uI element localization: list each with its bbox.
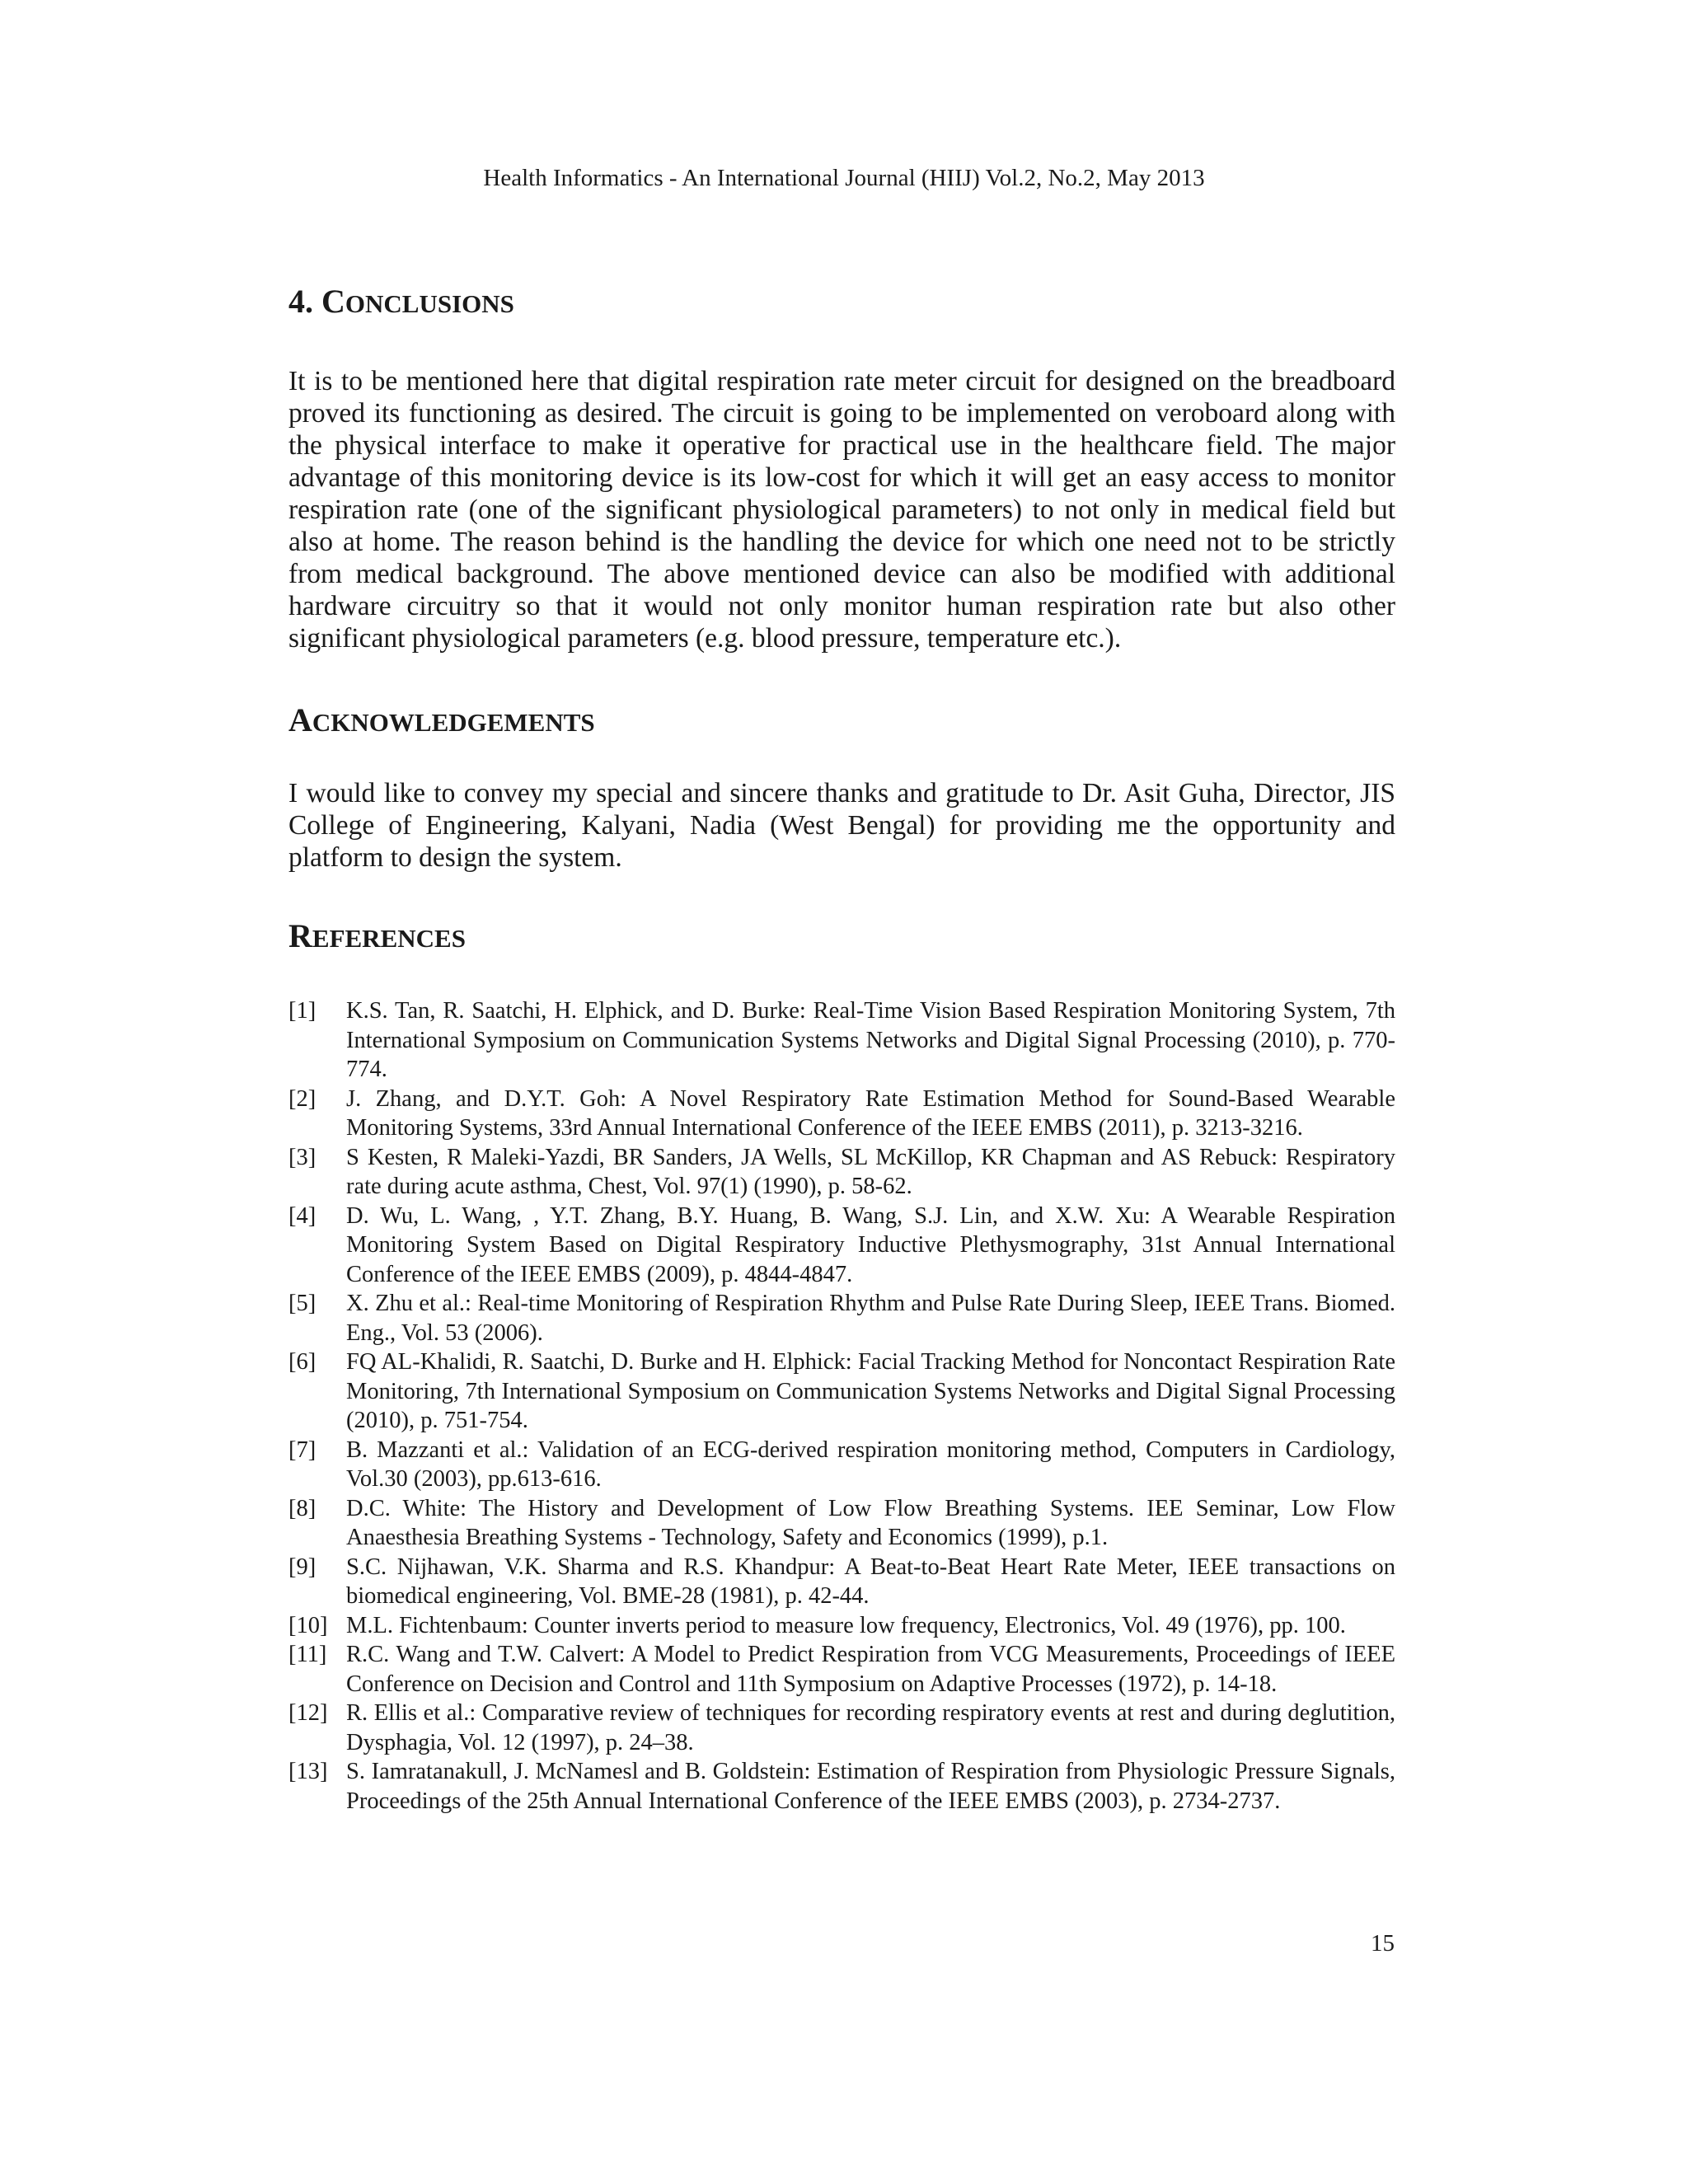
reference-item (288, 1436, 1395, 1494)
acknowledgements-heading-rest: CKNOWLEDGEMENTS (312, 708, 595, 737)
reference-number: [13] (288, 1759, 328, 1784)
references-heading-rest: EFERENCES (312, 924, 466, 953)
reference-item (288, 1611, 1395, 1641)
reference-text: D.C. White: The History and Development of Low Flow Breathing Systems. IEE Seminar, Low Flow Anaesthesia Breathing Systems - Technology, Safety and Economics (1999), p.1. (346, 1495, 1395, 1550)
reference-item (288, 1757, 1395, 1816)
conclusions-heading (288, 280, 1395, 326)
reference-item (288, 1289, 1395, 1347)
reference-text: R.C. Wang and T.W. Calvert: A Model to Predict Respiration from VCG Measurements, Proceedings of IEEE Conference on Decision and Control and 11th Symposium on Adaptive Processes (1972), p. 14-18. (346, 1642, 1395, 1697)
reference-item (288, 1202, 1395, 1290)
reference-text: X. Zhu et al.: Real-time Monitoring of Respiration Rhythm and Pulse Rate During Sleep, IEEE Trans. Biomed. Eng., Vol. 53 (2006). (346, 1291, 1395, 1346)
reference-item (288, 1494, 1395, 1553)
reference-number: [7] (288, 1436, 316, 1463)
reference-number: [6] (288, 1349, 316, 1375)
acknowledgements-heading-lead: A (288, 701, 312, 738)
reference-text: D. Wu, L. Wang, , Y.T. Zhang, B.Y. Huang, B. Wang, S.J. Lin, and X.W. Xu: A Wearable Respiration Monitoring System Based on Digital Respiratory Inductive Plethysmography, 31st Annual International Conference of the IEEE EMBS (2009), p. 4844-4847. (346, 1202, 1395, 1287)
reference-text: R. Ellis et al.: Comparative review of techniques for recording respiratory events at rest and during deglutition, Dysphagia, Vol. 12 (1997), p. 24–38. (346, 1700, 1395, 1755)
reference-number: [9] (288, 1554, 316, 1580)
references-heading (288, 915, 1395, 960)
reference-item (288, 1553, 1395, 1611)
reference-number: [11] (288, 1642, 327, 1667)
reference-number: [3] (288, 1144, 316, 1170)
reference-list (288, 996, 1395, 1816)
reference-number: [12] (288, 1700, 328, 1726)
references-heading-lead: R (288, 917, 312, 954)
reference-number: [1] (288, 998, 316, 1024)
conclusions-heading-rest: ONCLUSIONS (345, 289, 514, 318)
acknowledgements-heading (288, 699, 1395, 744)
reference-item (288, 996, 1395, 1085)
reference-number: [2] (288, 1085, 316, 1112)
reference-item (288, 1143, 1395, 1202)
running-header: Health Informatics - An International Journal (HIIJ) Vol.2, No.2, May 2013 (483, 165, 1205, 191)
reference-item (288, 1347, 1395, 1436)
reference-number: [8] (288, 1495, 316, 1521)
reference-number: [5] (288, 1291, 316, 1316)
reference-number: [10] (288, 1612, 328, 1638)
reference-text: K.S. Tan, R. Saatchi, H. Elphick, and D. Burke: Real-Time Vision Based Respiration Monitoring System, 7th International Symposium on Communication Systems Networks and Digital Signal Processing (2010), p. 770-774. (346, 998, 1395, 1082)
page-number: 15 (1371, 1930, 1395, 1957)
reference-text: S. Iamratanakull, J. McNamesl and B. Goldstein: Estimation of Respiration from Physiologic Pressure Signals, Proceedings of the 25th Annual International Conference of the IEEE EMBS (2003), p. 2734-2737. (346, 1759, 1395, 1814)
reference-item (288, 1640, 1395, 1699)
reference-text: S.C. Nijhawan, V.K. Sharma and R.S. Khandpur: A Beat-to-Beat Heart Rate Meter, IEEE transactions on biomedical engineering, Vol. BME-28 (1981), p. 42-44. (346, 1554, 1395, 1609)
acknowledgements-paragraph: I would like to convey my special and sincere thanks and gratitude to Dr. Asit Guha, Director, JIS College of Engineering, Kalyani, Nadia (West Bengal) for providing me the opportunity and platform to design the system. (288, 778, 1395, 873)
page-content (288, 280, 1395, 1816)
reference-number: [4] (288, 1202, 316, 1229)
conclusions-paragraph: It is to be mentioned here that digital respiration rate meter circuit for designed on the breadboard proved its functioning as desired. The circuit is going to be implemented on veroboard along with the physical interface to make it operative for practical use in the healthcare field. The major advantage of this monitoring device is its low-cost for which it will get an easy access to monitor respiration rate (one of the significant physiological parameters) to not only in medical field but also at home. The reason behind is the handling the device for which one need not to be strictly from medical background. The above mentioned device can also be modified with additional hardware circuitry so that it would not only monitor human respiration rate but also other significant physiological parameters (e.g. blood pressure, temperature etc.). (288, 366, 1395, 654)
reference-item (288, 1085, 1395, 1143)
reference-text: S Kesten, R Maleki-Yazdi, BR Sanders, JA Wells, SL McKillop, KR Chapman and AS Rebuck: Respiratory rate during acute asthma, Chest, Vol. 97(1) (1990), p. 58-62. (346, 1144, 1395, 1199)
reference-text: FQ AL-Khalidi, R. Saatchi, D. Burke and H. Elphick: Facial Tracking Method for Noncontact Respiration Rate Monitoring, 7th International Symposium on Communication Systems Networks and Digital Signal Processing (2010), p. 751-754. (346, 1349, 1395, 1433)
reference-text: M.L. Fichtenbaum: Counter inverts period to measure low frequency, Electronics, Vol. 49 (1976), pp. 100. (346, 1612, 1346, 1638)
reference-item (288, 1699, 1395, 1757)
conclusions-heading-lead: 4. C (288, 283, 345, 320)
reference-text: B. Mazzanti et al.: Validation of an ECG-derived respiration monitoring method, Computers in Cardiology, Vol.30 (2003), pp.613-616. (346, 1436, 1395, 1492)
reference-text: J. Zhang, and D.Y.T. Goh: A Novel Respiratory Rate Estimation Method for Sound-Based Wearable Monitoring Systems, 33rd Annual International Conference of the IEEE EMBS (2011), p. 3213-3216. (346, 1085, 1395, 1141)
